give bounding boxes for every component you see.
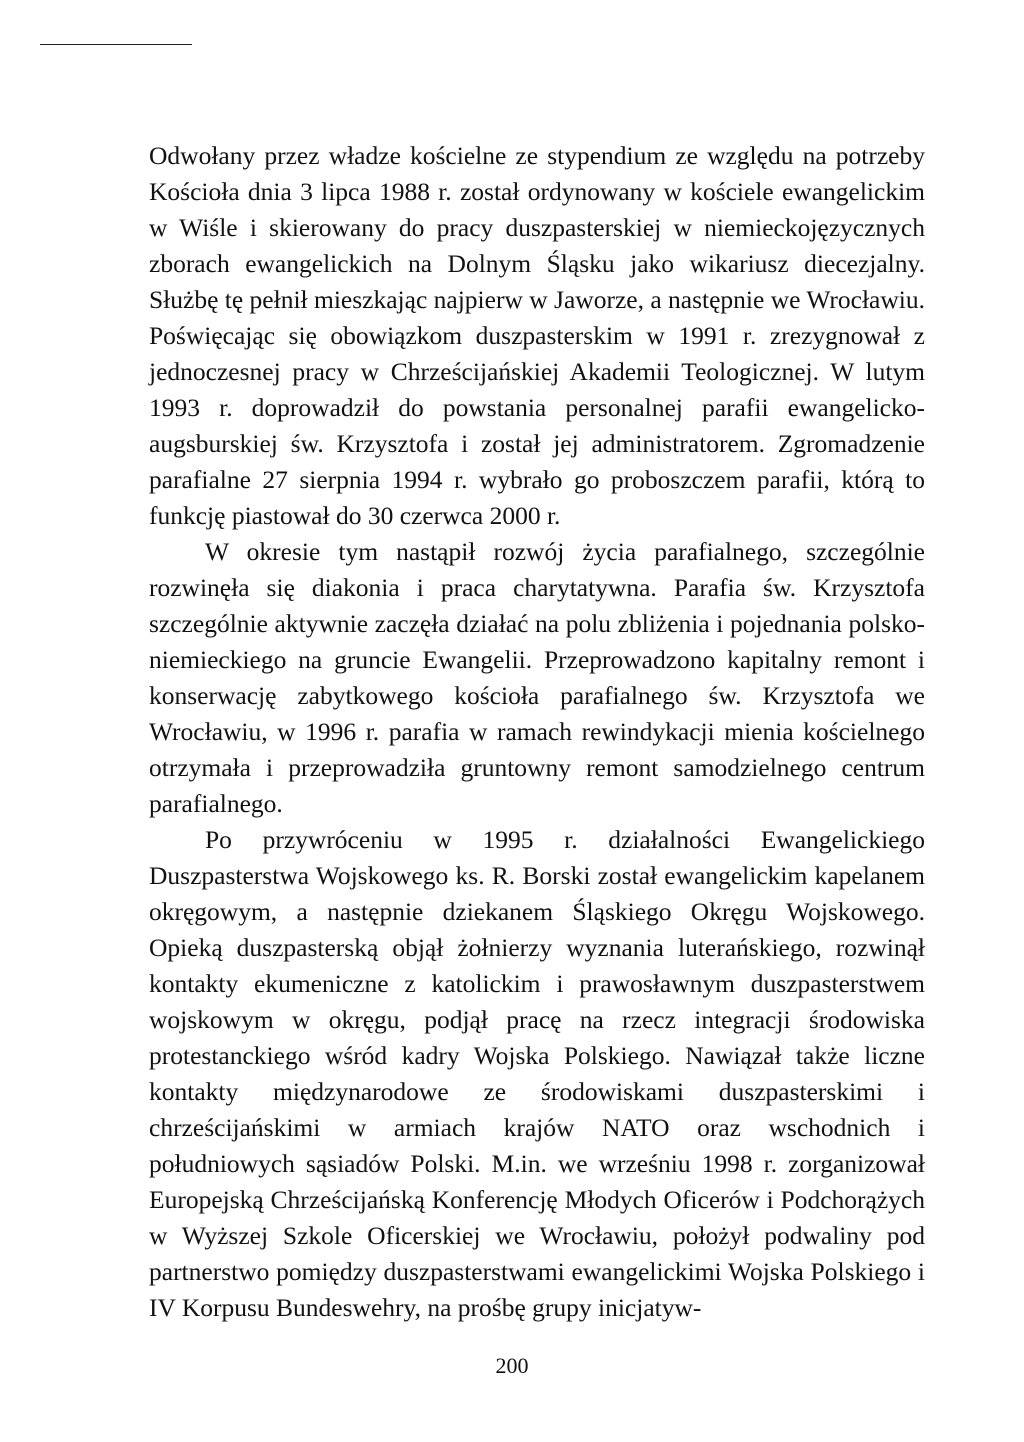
body-text [149,138,925,1326]
top-rule [40,44,192,45]
page-number: 200 [495,1353,529,1378]
paragraph-3: Po przywróceniu w 1995 r. działalności Ewangelickiego Duszpasterstwa Wojskowego ks. R. Borski został ewangelickim kapelanem okręgowym, a następnie dziekanem Śląskiego Okręgu Wojskowego. Opieką duszpasterską objął żołnierzy wyznania luterańskiego, rozwinął kontakty ekumeniczne z katolickim i prawosławnym duszpasterstwem wojskowym w okręgu, podjął pracę na rzecz integracji środowiska protestanckiego wśród kadry Wojska Polskiego. Nawiązał także liczne kontakty międzynarodowe ze środowiskami duszpasterskimi i chrześcijańskimi w armiach krajów NATO oraz wschodnich i południowych sąsiadów Polski. M.in. we wrześniu 1998 r. zorganizował Europejską Chrześcijańską Konferencję Młodych Oficerów i Podchorążych w Wyższej Szkole Oficerskiej we Wrocławiu, położył podwaliny pod partnerstwo pomiędzy duszpasterstwami ewangelickimi Wojska Polskiego i IV Korpusu Bundeswehry, na prośbę grupy inicjatyw- [149,825,925,1322]
paragraph-1: Odwołany przez władze kościelne ze stypendium ze względu na potrzeby Kościoła dnia 3 lipca 1988 r. został ordynowany w kościele ewangelickim w Wiśle i skierowany do pracy duszpasterskiej w niemieckojęzycznych zborach ewangelickich na Dolnym Śląsku jako wikariusz diecezjalny. Służbę tę pełnił mieszkając najpierw w Jaworze, a następnie we Wrocławiu. Poświęcając się obowiązkom duszpasterskim w 1991 r. zrezygnował z jednoczesnej pracy w Chrześcijańskiej Akademii Teologicznej. W lutym 1993 r. doprowadził do powstania personalnej parafii ewangelicko-augsburskiej św. Krzysztofa i został jej administratorem. Zgromadzenie parafialne 27 sierpnia 1994 r. wybrało go proboszczem parafii, którą to funkcję piastował do 30 czerwca 2000 r. [149,141,925,530]
paragraph-2: W okresie tym nastąpił rozwój życia parafialnego, szczególnie rozwinęła się diakonia i praca charytatywna. Parafia św. Krzysztofa szczególnie aktywnie zaczęła działać na polu zbliżenia i pojednania polsko-niemieckiego na gruncie Ewangelii. Przeprowadzono kapitalny remont i konserwację zabytkowego kościoła parafialnego św. Krzysztofa we Wrocławiu, w 1996 r. parafia w ramach rewindykacji mienia kościelnego otrzymała i przeprowadziła gruntowny remont samodzielnego centrum parafialnego. [149,537,925,818]
